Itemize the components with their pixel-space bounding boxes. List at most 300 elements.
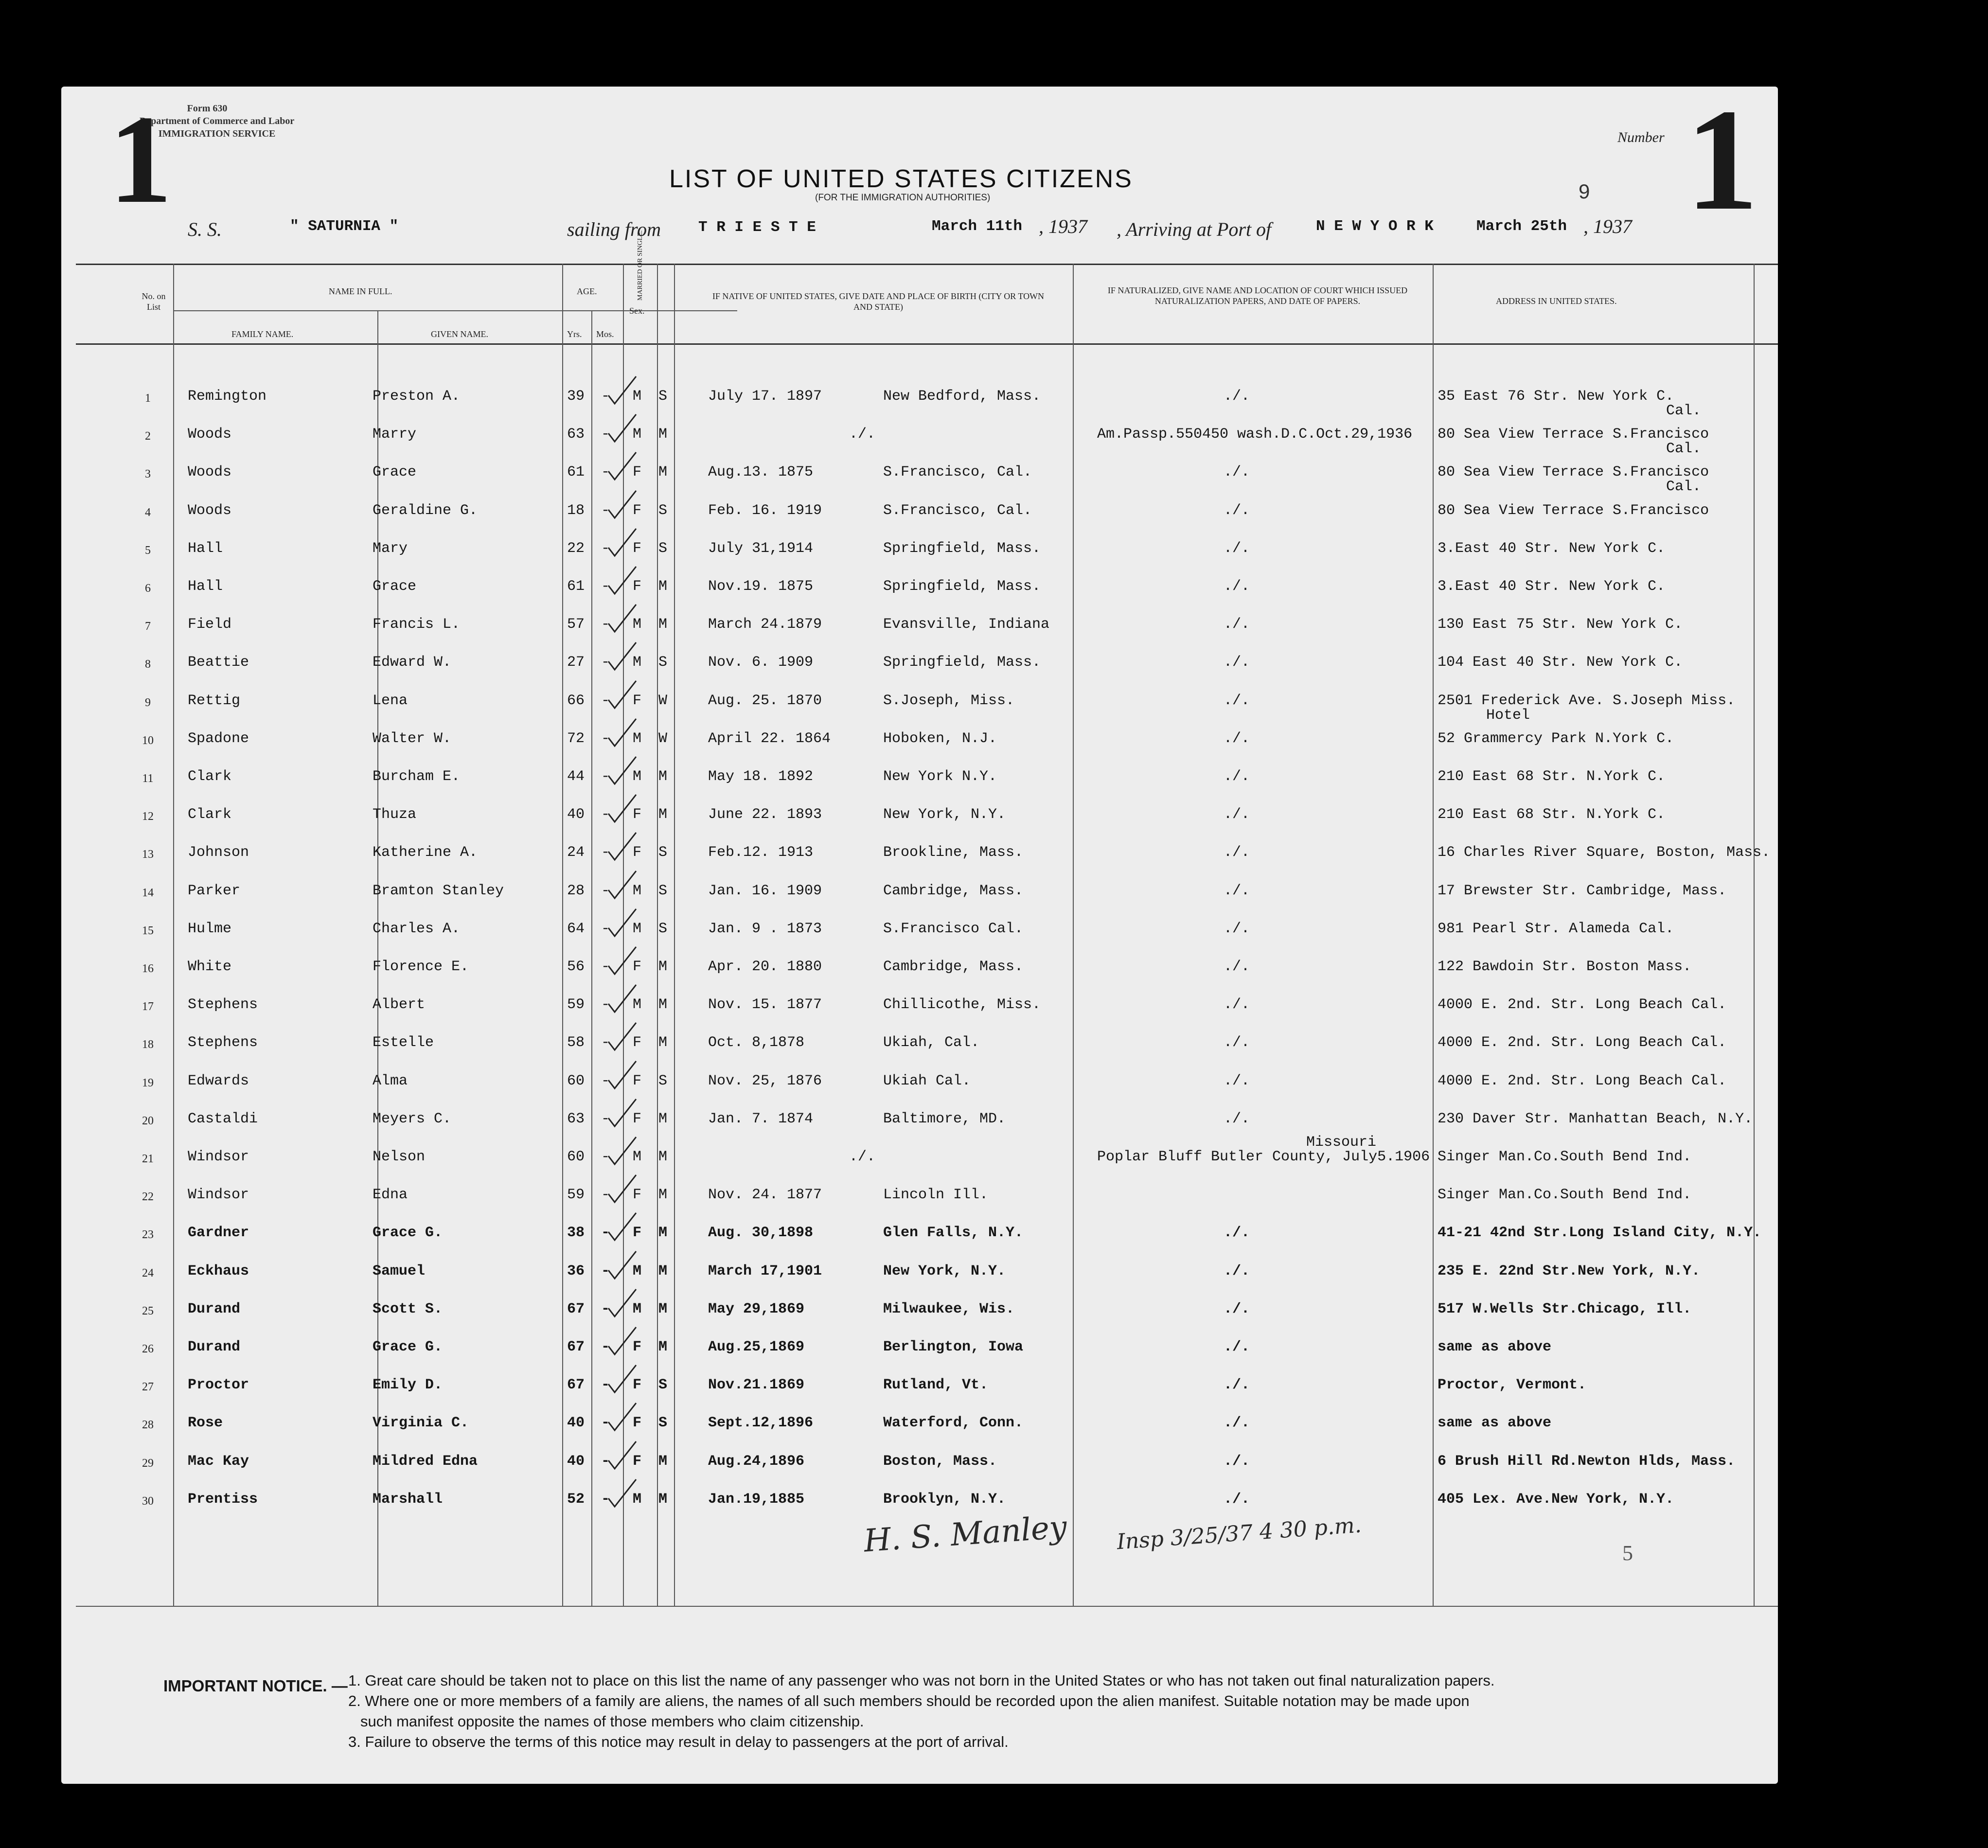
given-name-cell: Nelson [373,1149,426,1165]
header-family-name: FAMILY NAME. [231,329,294,339]
col-rule-birth [674,264,675,1606]
birth-date-cell: March 24.1879 [708,616,822,633]
check-mark-icon [606,906,640,940]
given-name-cell: Edward W. [373,654,452,671]
naturalization-cell: ./. [1224,730,1250,747]
header-no-on-list: No. on List [142,291,166,312]
age-cell: 61 [567,464,585,480]
address-cell: 4000 E. 2nd. Str. Long Beach Cal. [1438,1034,1727,1051]
header-mos: Mos. [596,329,614,339]
family-name-cell: Beattie [188,654,249,671]
depart-year: , 1937 [1039,215,1087,237]
sex-cell: F [633,1111,642,1127]
check-mark-icon [606,1058,640,1092]
list-subtitle: (FOR THE IMMIGRATION AUTHORITIES) [815,193,991,203]
row-number: 24 [142,1267,154,1279]
sailing-label: sailing from [567,218,661,240]
age-cell: 39 [567,388,585,405]
manifest-sheet [61,79,1778,1784]
given-name-cell: Mary [373,540,408,557]
marital-status-cell: S [658,1073,668,1089]
age-cell: 56 [567,959,585,975]
check-mark-icon [606,1324,640,1358]
naturalization-cell: Poplar Bluff Butler County, July5.1906 [1097,1149,1430,1165]
marital-status-cell: S [658,921,668,937]
marital-status-cell: S [658,844,668,861]
age-cell: 63 [567,426,585,443]
family-name-cell: Prentiss [188,1491,258,1508]
birth-place-cell: Ukiah Cal. [883,1073,971,1089]
marital-status-cell: M [658,1187,668,1203]
row-number: 20 [142,1115,154,1127]
sex-cell: F [633,1415,642,1431]
family-name-cell: Windsor [188,1187,249,1203]
mos-cell: - [601,502,610,519]
given-name-cell: Mildred Edna [373,1453,478,1470]
pencil-note: 9 [1579,180,1590,203]
family-name-cell: Parker [188,883,241,899]
birth-place-cell: Evansville, Indiana [883,616,1050,633]
family-name-cell: Hulme [188,921,232,937]
family-name-cell: Stephens [188,996,258,1013]
naturalization-cell: ./. [1224,464,1250,480]
family-name-cell: Spadone [188,730,249,747]
address-cell: same as above [1438,1415,1552,1431]
marital-status-cell: S [658,654,668,671]
naturalization-cell: ./. [1224,1263,1250,1279]
sex-cell: F [633,502,642,519]
check-mark-icon [606,982,640,1016]
check-mark-icon [606,449,640,483]
birth-place-cell: Glen Falls, N.Y. [883,1225,1024,1241]
check-mark-icon [606,373,640,408]
service-name: IMMIGRATION SERVICE [158,128,276,139]
marital-status-cell: M [658,578,668,595]
row-number: 2 [145,430,151,443]
naturalization-cell: ./. [1224,578,1250,595]
col-rule-mos [591,310,592,1606]
header-naturalized: IF NATURALIZED, GIVE NAME AND LOCATION OF COURT WHICH ISSUED NATURALIZATION PAPERS, AND DATE OF PAPERS. [1107,285,1408,306]
given-name-cell: Lena [373,693,408,709]
birth-place-cell: Berlington, Iowa [883,1339,1024,1355]
header-given-name: GIVEN NAME. [431,329,488,339]
age-cell: 36 [567,1263,585,1279]
family-name-cell: Proctor [188,1377,249,1393]
row-number: 4 [145,506,151,519]
naturalization-cell: ./. [1224,616,1250,633]
age-cell: 27 [567,654,585,671]
marital-status-cell: S [658,1377,668,1393]
sex-cell: F [633,959,642,975]
mos-cell: - [601,844,610,861]
birth-place-cell: Baltimore, MD. [883,1111,1006,1127]
marital-status-cell: M [658,1111,668,1127]
page-mark: 5 [1622,1541,1633,1565]
row-number: 18 [142,1038,154,1051]
birth-place-cell: Ukiah, Cal. [883,1034,980,1051]
check-mark-icon [606,602,640,636]
sex-cell: F [633,1073,642,1089]
check-mark-icon [606,1362,640,1396]
naturalization-cell: ./. [1224,1377,1250,1393]
marital-status-cell: M [658,1034,668,1051]
family-name-cell: Durand [188,1301,241,1317]
family-name-cell: Mac Kay [188,1453,249,1470]
given-name-cell: Preston A. [373,388,461,405]
birth-date-cell: Nov.21.1869 [708,1377,805,1393]
birth-place-cell: Cambridge, Mass. [883,959,1024,975]
age-cell: 67 [567,1377,585,1393]
age-cell: 40 [567,1415,585,1431]
row-number: 29 [142,1457,154,1470]
address-cell: 4000 E. 2nd. Str. Long Beach Cal. [1438,996,1727,1013]
sex-cell: M [633,388,642,405]
family-name-cell: Woods [188,426,232,443]
birth-date-cell: Aug.24,1896 [708,1453,805,1470]
mos-cell: - [601,578,610,595]
check-mark-icon [606,1286,640,1320]
family-name-cell: Hall [188,578,223,595]
birth-date-cell: Aug. 25. 1870 [708,693,822,709]
list-title: LIST OF UNITED STATES CITIZENS [669,165,1133,193]
address-cell: 6 Brush Hill Rd.Newton Hlds, Mass. [1438,1453,1736,1470]
naturalization-cell: ./. [1224,1339,1250,1355]
mos-cell: - [601,540,610,557]
birth-date-cell: May 29,1869 [708,1301,805,1317]
age-cell: 67 [567,1301,585,1317]
check-mark-icon [606,488,640,522]
mos-cell: - [601,1339,610,1355]
family-name-cell: Windsor [188,1149,249,1165]
marital-status-cell: M [658,1339,668,1355]
mos-cell: - [601,1225,610,1241]
marital-status-cell: M [658,1225,668,1241]
birth-place-cell: Brookline, Mass. [883,844,1024,861]
naturalization-cell: ./. [1224,996,1250,1013]
given-name-cell: Virginia C. [373,1415,469,1431]
birth-place-cell: Boston, Mass. [883,1453,997,1470]
sex-cell: M [633,1491,642,1508]
from-port: T R I E S T E [698,219,816,236]
birth-place-cell: Springfield, Mass. [883,540,1041,557]
given-name-cell: Grace G. [373,1339,443,1355]
given-name-cell: Walter W. [373,730,452,747]
age-cell: 40 [567,806,585,823]
sex-cell: M [633,426,642,443]
row-number: 28 [142,1419,154,1431]
mos-cell: - [601,806,610,823]
header-address: ADDRESS IN UNITED STATES. [1496,296,1617,306]
address-cell: Singer Man.Co.South Bend Ind. [1438,1187,1692,1203]
birth-place-cell: Waterford, Conn. [883,1415,1024,1431]
header-sex: Sex. [629,306,645,316]
given-name-cell: Francis L. [373,616,461,633]
arrive-date: March 25th [1476,218,1567,235]
address-cell: 41-21 42nd Str.Long Island City, N.Y. [1438,1225,1762,1241]
row-number: 21 [142,1153,154,1165]
col-rule-no [173,264,174,1606]
given-name-cell: Grace [373,578,417,595]
naturalization-cell: ./. [1224,1491,1250,1508]
col-rule-addr [1433,264,1434,1606]
row-number: 1 [145,392,151,405]
check-mark-icon [606,754,640,788]
sex-cell: F [633,844,642,861]
given-name-cell: Burcham E. [373,768,461,785]
family-name-cell: Clark [188,806,232,823]
naturalization-cell: ./. [1224,1225,1250,1241]
mos-cell: - [601,959,610,975]
address-continuation: Cal. [1666,479,1702,495]
address-cell: 80 Sea View Terrace S.Francisco [1438,502,1709,519]
address-cell: 52 Grammercy Park N.York C. [1438,730,1674,747]
birth-date-cell: Jan.19,1885 [708,1491,805,1508]
marital-status-cell: M [658,464,668,480]
check-mark-icon [606,1476,640,1510]
given-name-cell: Albert [373,996,426,1013]
marital-status-cell: W [658,693,668,709]
mos-cell: - [601,388,610,405]
given-name-cell: Alma [373,1073,408,1089]
address-cell: 210 East 68 Str. N.York C. [1438,806,1666,823]
birth-place-cell: Milwaukee, Wis. [883,1301,1015,1317]
mos-cell: - [601,1187,610,1203]
given-name-cell: Florence E. [373,959,469,975]
check-mark-icon [606,1134,640,1168]
birth-place-cell: Springfield, Mass. [883,578,1041,595]
given-name-cell: Samuel [373,1263,426,1279]
mos-cell: - [601,730,610,747]
address-cell: 130 East 75 Str. New York C. [1438,616,1683,633]
row-number: 11 [142,772,154,785]
department-name: Department of Commerce and Labor [139,116,295,126]
address-continuation: Cal. [1666,403,1702,419]
birth-date-cell: Aug.13. 1875 [708,464,814,480]
notice-title: IMPORTANT NOTICE. — [163,1677,348,1695]
birth-place-cell: New York, N.Y. [883,806,1006,823]
given-name-cell: Meyers C. [373,1111,452,1127]
naturalization-cell: ./. [1224,1301,1250,1317]
birth-place-cell: Cambridge, Mass. [883,883,1024,899]
given-name-cell: Thuza [373,806,417,823]
row-number: 23 [142,1228,154,1241]
sex-cell: F [633,464,642,480]
marital-status-cell: M [658,768,668,785]
birth-date-cell: Oct. 8,1878 [708,1034,805,1051]
ss-label: S. S. [188,218,222,240]
check-mark-icon [606,944,640,978]
age-cell: 18 [567,502,585,519]
marital-status-cell: M [658,1149,668,1165]
check-mark-icon [606,411,640,445]
family-name-cell: Durand [188,1339,241,1355]
address-cell: 4000 E. 2nd. Str. Long Beach Cal. [1438,1073,1727,1089]
sex-cell: M [633,730,642,747]
row-number: 26 [142,1343,154,1355]
row-number: 10 [142,734,154,747]
check-mark-icon [606,1400,640,1434]
notice-item-1: 1. Great care should be taken not to place on this list the name of any passenger who was not born in the United States or who has not taken out final naturalization papers. [348,1672,1495,1689]
row-number: 15 [142,924,154,937]
birth-place-cell: S.Francisco Cal. [883,921,1024,937]
mos-cell: - [601,1111,610,1127]
mos-cell: - [601,768,610,785]
check-mark-icon [606,526,640,560]
address-cell: 981 Pearl Str. Alameda Cal. [1438,921,1674,937]
naturalization-cell: ./. [1224,806,1250,823]
address-cell: 16 Charles River Square, Boston, Mass. [1438,844,1771,861]
check-mark-icon [606,1248,640,1282]
given-name-cell: Geraldine G. [373,502,478,519]
birth-date-cell: Sept.12,1896 [708,1415,814,1431]
birth-place-cell: Springfield, Mass. [883,654,1041,671]
row-number: 30 [142,1495,154,1508]
row-number: 6 [145,582,151,595]
mos-cell: - [601,883,610,899]
check-mark-icon [606,678,640,712]
address-cell: 2501 Frederick Ave. S.Joseph Miss. [1438,693,1736,709]
notice-item-3: 3. Failure to observe the terms of this notice may result in delay to passengers at the port of arrival. [348,1733,1009,1750]
birth-date-cell: Nov.19. 1875 [708,578,814,595]
sex-cell: F [633,806,642,823]
header-bottom-rule [76,343,1778,345]
age-cell: 38 [567,1225,585,1241]
birth-place-cell: S.Francisco, Cal. [883,502,1032,519]
family-name-cell: Stephens [188,1034,258,1051]
check-mark-icon [606,1172,640,1206]
birth-place-cell: New York, N.Y. [883,1263,1006,1279]
header-name-in-full: NAME IN FULL. [329,286,392,296]
mos-cell: - [601,616,610,633]
birth-place-cell: S.Joseph, Miss. [883,693,1015,709]
marital-status-cell: S [658,540,668,557]
marital-status-cell: M [658,1263,668,1279]
birth-date-cell: Jan. 7. 1874 [708,1111,814,1127]
marital-status-cell: M [658,1491,668,1508]
age-cell: 60 [567,1149,585,1165]
family-name-cell: Hall [188,540,223,557]
naturalization-cell: ./. [1224,921,1250,937]
mos-cell: - [601,426,610,443]
birth-date-cell: Aug.25,1869 [708,1339,805,1355]
birth-place-cell: Chillicothe, Miss. [883,996,1041,1013]
sex-cell: F [633,540,642,557]
sex-cell: F [633,578,642,595]
marital-status-cell: M [658,1453,668,1470]
table-top-rule [76,264,1778,265]
row-number: 5 [145,544,151,557]
family-name-cell: Remington [188,388,267,405]
family-name-cell: Johnson [188,844,249,861]
ship-name: " SATURNIA " [290,218,399,235]
birth-date-cell: April 22. 1864 [708,730,831,747]
sex-cell: M [633,883,642,899]
address-cell: 230 Daver Str. Manhattan Beach, N.Y. [1438,1111,1753,1127]
mos-cell: - [601,1263,610,1279]
age-cell: 61 [567,578,585,595]
family-name-cell: Eckhaus [188,1263,249,1279]
naturalization-cell: ./. [1224,693,1250,709]
naturalization-cell: ./. [1224,1415,1250,1431]
col-rule-age [562,264,563,1606]
sex-cell: F [633,1187,642,1203]
birth-date-cell: May 18. 1892 [708,768,814,785]
header-age: AGE. [577,286,597,296]
check-mark-icon [606,830,640,864]
address-cell: 35 East 76 Str. New York C. [1438,388,1674,405]
marital-status-cell: M [658,959,668,975]
row-number: 22 [142,1191,154,1203]
address-cell: 405 Lex. Ave.New York, N.Y. [1438,1491,1674,1508]
family-name-cell: White [188,959,232,975]
header-yrs: Yrs. [567,329,582,339]
row-number: 3 [145,468,151,480]
age-cell: 40 [567,1453,585,1470]
age-cell: 72 [567,730,585,747]
sex-cell: F [633,1339,642,1355]
given-name-cell: Marry [373,426,417,443]
arrive-year: , 1937 [1583,215,1632,237]
sex-cell: M [633,768,642,785]
address-cell: 104 East 40 Str. New York C. [1438,654,1683,671]
naturalization-cell: ./. [1224,844,1250,861]
family-name-cell: Woods [188,464,232,480]
birth-place-cell: S.Francisco, Cal. [883,464,1032,480]
birth-date-cell: Nov. 15. 1877 [708,996,822,1013]
naturalization-cell: ./. [1224,388,1250,405]
sex-cell: M [633,1263,642,1279]
marital-status-cell: S [658,388,668,405]
mos-cell: - [601,1491,610,1508]
address-cell: 122 Bawdoin Str. Boston Mass. [1438,959,1692,975]
marital-status-cell: S [658,883,668,899]
birth-place-cell: Brooklyn, N.Y. [883,1491,1006,1508]
col-rule-ms [657,264,658,1606]
check-mark-icon [606,640,640,674]
age-cell: 59 [567,1187,585,1203]
check-mark-icon [606,792,640,826]
birth-date-cell: Nov. 24. 1877 [708,1187,822,1203]
mos-cell: - [601,1377,610,1393]
birth-date-cell: Jan. 9 . 1873 [708,921,822,937]
row-number: 19 [142,1077,154,1089]
naturalization-cell: ./. [1224,540,1250,557]
birth-place-cell: Rutland, Vt. [883,1377,989,1393]
sex-cell: F [633,1034,642,1051]
header-married-single: MARRIED OR SINGLE. [637,230,644,301]
row-number: 27 [142,1381,154,1393]
row-number: 9 [145,696,151,709]
sex-cell: M [633,1149,642,1165]
address-cell: 517 W.Wells Str.Chicago, Ill. [1438,1301,1692,1317]
row-number: 7 [145,620,151,633]
marital-status-cell: M [658,426,668,443]
address-cell: 17 Brewster Str. Cambridge, Mass. [1438,883,1727,899]
given-name-cell: Charles A. [373,921,461,937]
age-cell: 28 [567,883,585,899]
check-mark-icon [606,716,640,750]
age-cell: 44 [567,768,585,785]
marital-status-cell: S [658,1415,668,1431]
col-rule-nat [1073,264,1074,1606]
address-cell: same as above [1438,1339,1552,1355]
birth-date-cell: March 17,1901 [708,1263,822,1279]
sex-cell: M [633,1301,642,1317]
sex-cell: M [633,654,642,671]
check-mark-icon [606,564,640,598]
naturalization-cell: ./. [1224,1453,1250,1470]
address-cell: 3.East 40 Str. New York C. [1438,540,1666,557]
